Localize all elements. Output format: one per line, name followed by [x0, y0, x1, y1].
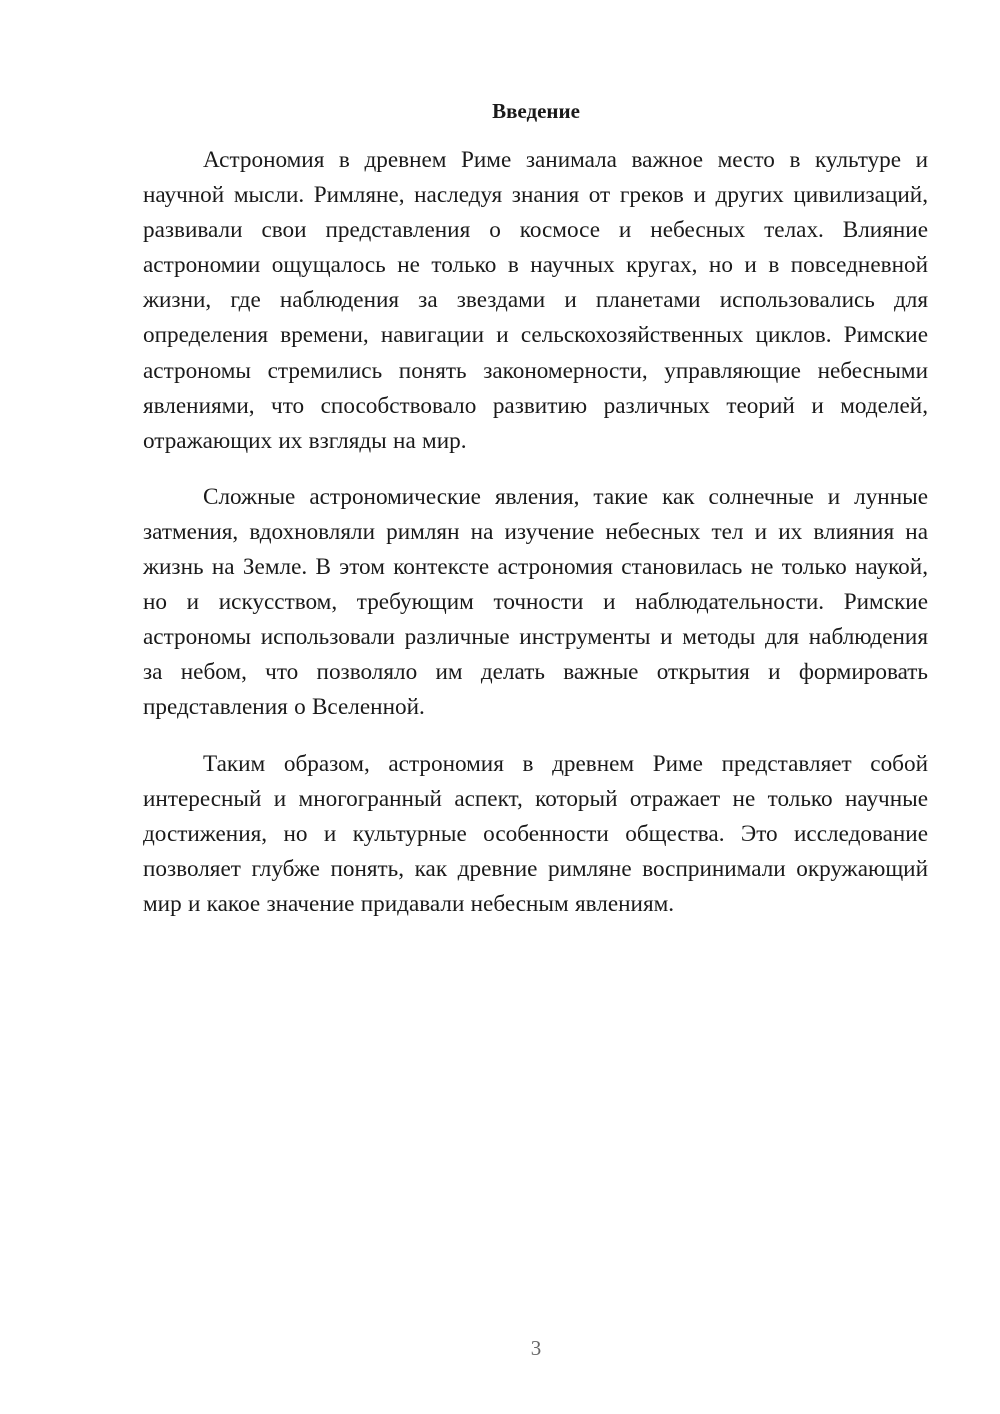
paragraph-2: Сложные астрономические явления, такие как солнечные и лунные затмения, вдохновляли римлян на изучение небесных тел и их влияния на жизнь на Земле. В этом контексте астрономия становилась не только наукой, но и искусством, требующим точности и наблюдательности. Римские астрономы использовали различные инструменты и методы для наблюдения за небом, что позволяло им делать важные открытия и формировать представления о Вселенной. [143, 483, 928, 721]
paragraph-1: Астрономия в древнем Риме занимала важное место в культуре и научной мысли. Римляне, наследуя знания от греков и других цивилизаций, развивали свои представления о космосе и небесных телах. Влияние астрономии ощущалось не только в научных кругах, но и в повседневной жизни, где наблюдения за звездами и планетами использовались для определения времени, навигации и сельскохозяйственных циклов. Римские астрономы стремились понять закономерности, управляющие небесными явлениями, что способствовало развитию различных теорий и моделей, отражающих их взгляды на мир. [143, 147, 928, 454]
body-text [143, 143, 928, 922]
paragraph-3: Таким образом, астрономия в древнем Риме представляет собой интересный и многогранный аспект, который отражает не только научные достижения, но и культурные особенности общества. Это исследование позволяет глубже понять, как древние римляне воспринимали окружающий мир и какое значение придавали небесным явлениям. [143, 750, 928, 917]
section-heading: Введение [492, 99, 580, 123]
page-number: 3 [530, 1336, 542, 1360]
